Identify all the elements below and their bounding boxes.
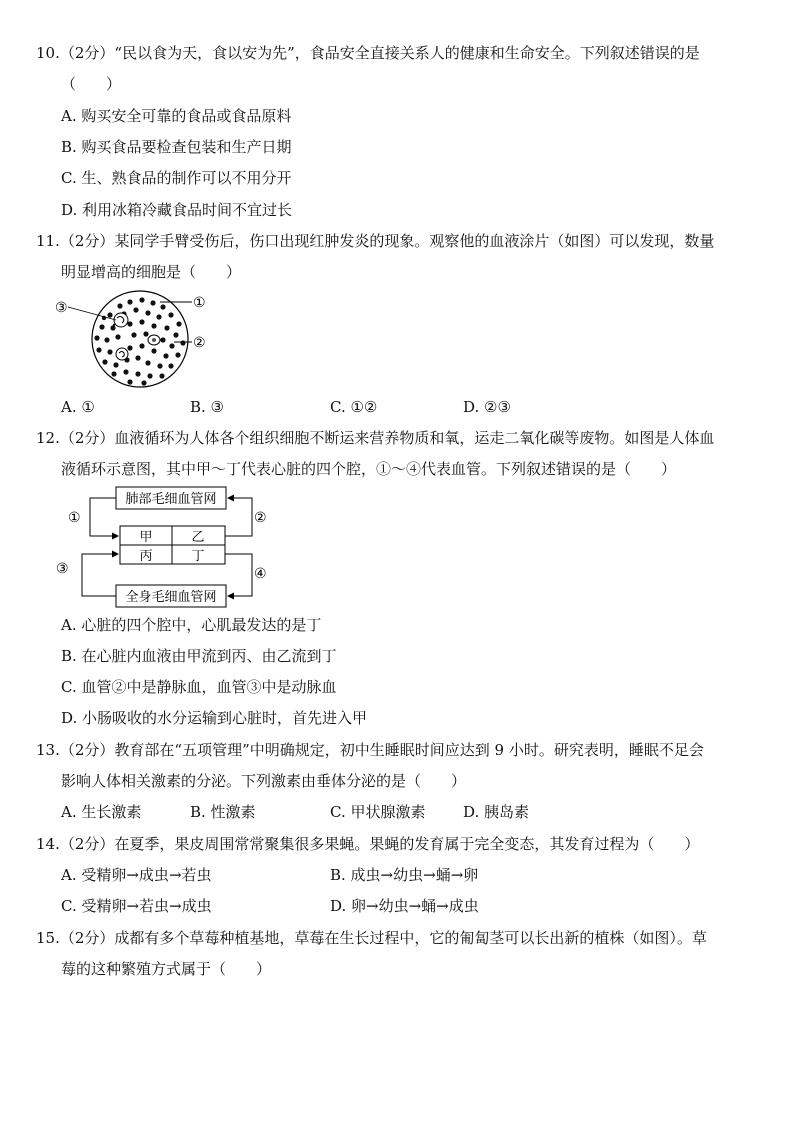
- q12-option-d: D. 小肠吸收的水分运输到心脏时，首先进入甲: [61, 709, 368, 727]
- vessel-2-label: ②: [254, 510, 267, 526]
- q13-option-c: C. 甲状腺激素: [330, 803, 426, 821]
- q11-stem-line2: 明显增高的细胞是（ ）: [61, 263, 242, 281]
- q11-option-c: C. ①②: [330, 398, 378, 416]
- circulation-diagram: [52, 484, 274, 610]
- chamber-jia: 甲: [139, 530, 153, 545]
- q10-stem-line1: 10.（2分）“民以食为天，食以安为先”，食品安全直接关系人的健康和生命安全。下列叙述错误的是: [36, 44, 700, 62]
- blood-smear-figure: [50, 288, 220, 392]
- q13-option-a: A. 生长激素: [61, 803, 142, 821]
- q10-option-c: C. 生、熟食品的制作可以不用分开: [61, 169, 292, 187]
- q12-option-b: B. 在心脏内血液由甲流到丙、由乙流到丁: [61, 647, 337, 665]
- q12-option-c: C. 血管②中是静脉血，血管③中是动脉血: [61, 678, 337, 696]
- vessel-1-label: ①: [68, 510, 81, 526]
- q10-stem-line2: （ ）: [61, 75, 122, 93]
- q10-option-a: A. 购买安全可靠的食品或食品原料: [61, 107, 292, 125]
- q11-option-a: A. ①: [61, 398, 95, 416]
- vessel-3-label: ③: [56, 561, 69, 577]
- q12-stem-line1: 12.（2分）血液循环为人体各个组织细胞不断运来营养物质和氧，运走二氧化碳等废物。如图是人体血: [36, 429, 715, 447]
- chamber-bing: 丙: [139, 549, 153, 564]
- q11-stem-line1: 11.（2分）某同学手臂受伤后，伤口出现红肿发炎的现象。观察他的血液涂片（如图）可以发现，数量: [36, 232, 715, 250]
- label-3: ③: [55, 300, 68, 316]
- q12-stem-line2: 液循环示意图，其中甲～丁代表心脏的四个腔，①～④代表血管。下列叙述错误的是（ ）: [61, 460, 677, 478]
- q14-option-a: A. 受精卵→成虫→若虫: [61, 866, 212, 884]
- q14-option-b: B. 成虫→幼虫→蛹→卵: [330, 866, 479, 884]
- label-2: ②: [193, 335, 206, 351]
- chamber-ding: 丁: [191, 549, 205, 564]
- q15-stem-line2: 莓的这种繁殖方式属于（ ）: [61, 960, 272, 978]
- q14-option-d: D. 卵→幼虫→蛹→成虫: [330, 897, 479, 915]
- q13-option-d: D. 胰岛素: [463, 803, 530, 821]
- q13-stem-line1: 13.（2分）教育部在“五项管理”中明确规定，初中生睡眠时间应达到 9 小时。研究表明，睡眠不足会: [36, 741, 704, 759]
- body-capillary-label: 全身毛细血管网: [125, 590, 217, 605]
- q14-stem-line1: 14.（2分）在夏季，果皮周围常常聚集很多果蝇。果蝇的发育属于完全变态，其发育过程为（ ）: [36, 835, 700, 853]
- q13-option-b: B. 性激素: [190, 803, 256, 821]
- q10-option-d: D. 利用冰箱冷藏食品时间不宜过长: [61, 201, 293, 219]
- q13-stem-line2: 影响人体相关激素的分泌。下列激素由垂体分泌的是（ ）: [61, 772, 467, 790]
- q12-option-a: A. 心脏的四个腔中，心肌最发达的是丁: [61, 616, 322, 634]
- q15-stem-line1: 15.（2分）成都有多个草莓种植基地，草莓在生长过程中，它的匍匐茎可以长出新的植株（如图）。草: [36, 929, 707, 947]
- q11-option-d: D. ②③: [463, 398, 511, 416]
- lung-capillary-label: 肺部毛细血管网: [125, 492, 217, 507]
- q14-option-c: C. 受精卵→若虫→成虫: [61, 897, 212, 915]
- chamber-yi: 乙: [191, 530, 205, 545]
- q11-option-b: B. ③: [190, 398, 225, 416]
- label-1: ①: [193, 295, 206, 311]
- q10-option-b: B. 购买食品要检查包装和生产日期: [61, 138, 292, 156]
- vessel-4-label: ④: [254, 566, 267, 582]
